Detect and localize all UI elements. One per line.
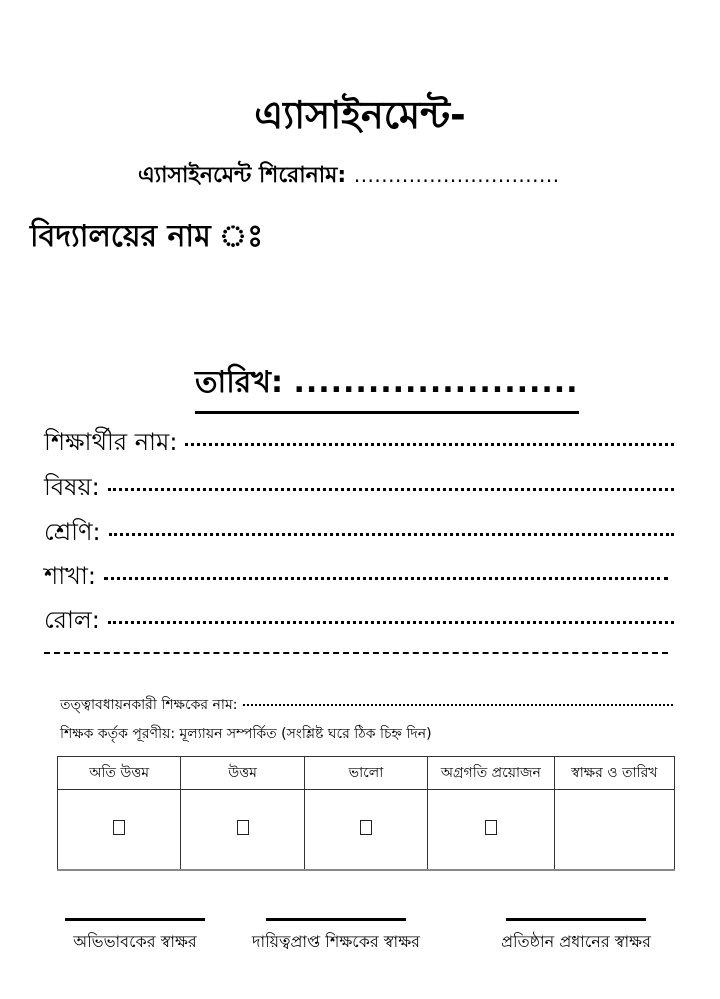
col-excellent: অতি উত্তম [58,757,181,790]
checkbox-good[interactable] [237,820,249,835]
cell-good [181,790,304,871]
assignment-heading-blank[interactable]: .............................. [353,163,560,187]
supervisor-field [60,693,673,717]
subject-label: বিষয়: [44,473,100,501]
principal-signature [490,918,662,956]
cell-excellent [58,790,181,871]
teacher-signature-label: দায়িত্বপ্রাপ্ত শিক্ষকের স্বাক্ষর [252,932,420,951]
principal-signature-line[interactable] [506,918,646,921]
assignment-heading-field [138,158,560,195]
guardian-signature [60,918,210,956]
evaluation-instruction: শিক্ষক কর্তৃক পূরণীয়: মূল্যায়ন সম্পর্কিত (সংশ্লিষ্ট ঘরে ঠিক চিহ্ন দিন) [60,726,432,742]
school-name-label: বিদ্যালয়ের নাম ঃ [30,219,264,254]
student-name-field [44,424,674,464]
checkbox-needs-improvement[interactable] [485,820,497,835]
roll-label: রোল: [44,606,100,634]
col-fair: ভালো [304,757,427,790]
subject-blank[interactable] [108,486,674,491]
date-label: তারিখ: [195,365,283,400]
evaluation-header-row [58,757,675,790]
student-name-label: শিক্ষার্থীর নাম: [44,428,178,456]
guardian-signature-label: অভিভাবকের স্বাক্ষর [73,932,197,951]
section-field [44,558,668,598]
section-blank[interactable] [104,575,668,580]
roll-field [44,602,674,642]
dashed-separator [44,652,668,654]
cell-fair [304,790,427,871]
class-blank[interactable] [109,531,674,536]
checkbox-fair[interactable] [360,820,372,835]
cell-signature-date[interactable] [554,790,674,871]
assignment-heading-label: এ্যাসাইনমেন্ট শিরোনাম: [138,163,347,188]
principal-signature-label: প্রতিষ্ঠান প্রধানের স্বাক্ষর [501,932,651,951]
checkbox-excellent[interactable] [113,820,125,835]
teacher-signature [238,918,434,956]
col-good: উত্তম [181,757,304,790]
cell-needs-improvement [428,790,554,871]
subject-field [44,469,674,509]
assignment-title: এ্যাসাইনমেন্ট- [254,93,466,137]
col-needs-improvement: অগ্রগতি প্রয়োজন [428,757,554,790]
col-signature-date: স্বাক্ষর ও তারিখ [554,757,674,790]
class-field [44,514,674,554]
supervisor-label: তত্ত্বাবধায়নকারী শিক্ষকের নাম: [60,697,238,713]
evaluation-table [57,756,675,871]
date-blank[interactable]: ....................... [293,365,579,400]
section-label: শাখা: [44,562,96,590]
evaluation-body-row [58,790,675,871]
student-name-blank[interactable] [185,441,674,446]
roll-blank[interactable] [108,619,674,624]
class-label: শ্রেণি: [44,518,101,546]
guardian-signature-line[interactable] [65,918,205,921]
date-field [195,358,579,414]
supervisor-blank[interactable] [243,702,673,706]
teacher-signature-line[interactable] [266,918,406,921]
